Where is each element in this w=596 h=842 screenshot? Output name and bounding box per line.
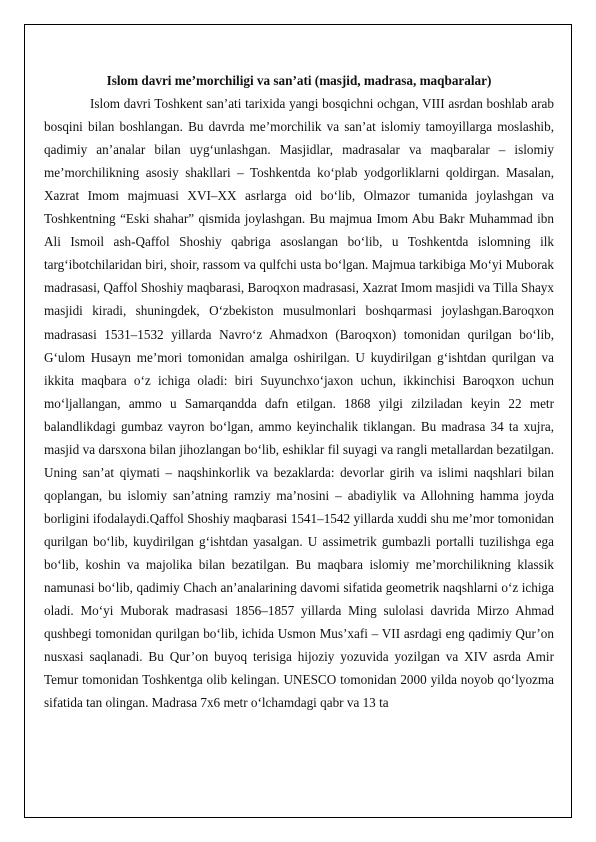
document-content (44, 69, 554, 714)
document-title: Islom davri me’morchiligi va san’ati (masjid, madrasa, maqbaralar) (106, 73, 492, 88)
document-body-paragraph: Islom davri Toshkent san’ati tarixida yangi bosqichni ochgan, VIII asrdan boshlab arab bosqini bilan boshlangan. Bu davrda me’morchilik va san’at islomiy tamoyillarga moslashib, qadimiy an’analar bilan uyg‘unlashgan. Masjidlar, madrasalar va maqbaralar – islomiy me’morchilikning asosiy shakllari – Toshkentda ko‘plab yodgorliklarni qoldirgan. Masalan, Xazrat Imom majmuasi XVI–XX asrlarga oid bo‘lib, Olmazor tumanida joylashgan va Toshkentning “Eski shahar” qismida joylashgan. Bu majmua Imom Abu Bakr Muhammad ibn Ali Ismoil ash-Qaffol Shoshiy qabriga asoslangan bo‘lib, u Toshkentda islomning ilk targ‘ibotchilaridan biri, shoir, rassom va qulfchi usta bo‘lgan. Majmua tarkibiga Mo‘yi Muborak madrasasi, Qaffol Shoshiy maqbarasi, Baroqxon madrasasi, Xazrat Imom masjidi va Tilla Shayx masjidi kiradi, shuningdek, O‘zbekiston musulmonlari boshqarmasi joylashgan.Baroqxon madrasasi 1531–1532 yillarda Navro‘z Ahmadxon (Baroqxon) tomonidan qurilgan bo‘lib, G‘ulom Husayn me’mori tomonidan amalga oshirilgan. U kuydirilgan g‘ishtdan qurilgan va ikkita maqbara o‘z ichiga oladi: biri Suyunchxo‘jaxon uchun, ikkinchisi Baroqxon uchun mo‘ljallangan, ammo u Samarqandda dafn etilgan. 1868 yilgi zilziladan keyin 22 metr balandlikdagi gumbaz vayron bo‘lgan, ammo keyinchalik tiklangan. Bu madrasa 34 ta xujra, masjid va darsxona bilan jihozlangan bo‘lib, eshiklar fil suyagi va rangli metallardan bezatilgan. Uning san’at qiymati – naqshinkorlik va bezaklarda: devorlar girih va islimi naqshlari bilan qoplangan, bu islomiy san’atning ramziy ma’nosini – abadiylik va Allohning hamma joyda borligini ifodalaydi.Qaffol Shoshiy maqbarasi 1541–1542 yillarda xuddi shu me’mor tomonidan qurilgan bo‘lib, kuydirilgan g‘ishtdan yasalgan. U assimetrik gumbazli portalli tuzilishga ega bo‘lib, koshin va majolika bilan bezatilgan. Bu maqbara islomiy me’morchilikning klassik namunasi bo‘lib, qadimiy Chach an’analarining davomi sifatida geometrik naqshlarni o‘z ichiga oladi. Mo‘yi Muborak madrasasi 1856–1857 yillarda Ming sulolasi davrida Mirzo Ahmad qushbegi tomonidan qurilgan bo‘lib, ichida Usmon Mus’xafi – VII asrdagi eng qadimiy Qur’on nusxasi saqlanadi. Bu Qur’on buyoq terisiga hijoziy yozuvida yozilgan va XIV asrda Amir Temur tomonidan Toshkentga olib kelingan. UNESCO tomonidan 2000 yilda noyob qo‘lyozma sifatida tan olingan. Madrasa 7x6 metr o‘lchamdagi qabr va 13 ta (44, 96, 554, 711)
